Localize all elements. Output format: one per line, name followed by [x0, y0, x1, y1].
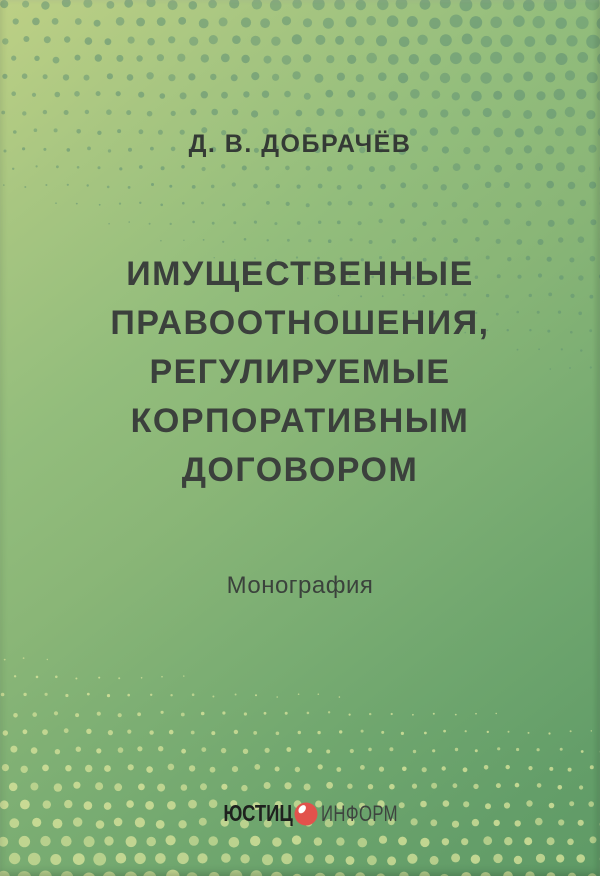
title-line: РЕГУЛИРУЕМЫЕ: [149, 353, 451, 391]
title-line: ДОГОВОРОМ: [181, 451, 419, 489]
author-name: Д. В. ДОБРАЧЁВ: [188, 130, 412, 158]
publisher-logo-left-text: ЮСТИЦ: [223, 800, 293, 826]
subtitle-monograph: Монография: [226, 572, 374, 599]
book-title: [30, 250, 570, 495]
red-circle: [294, 802, 317, 825]
publisher-logo-right-text: ИНФОРМ: [320, 800, 398, 826]
publisher-logo: [14, 800, 600, 827]
title-line: КОРПОРАТИВНЫМ: [130, 402, 470, 440]
title-line: ПРАВООТНОШЕНИЯ,: [110, 304, 490, 342]
publisher-logo-red-dot-icon: [294, 802, 318, 826]
title-line: ИМУЩЕСТВЕННЫЕ: [126, 255, 474, 293]
